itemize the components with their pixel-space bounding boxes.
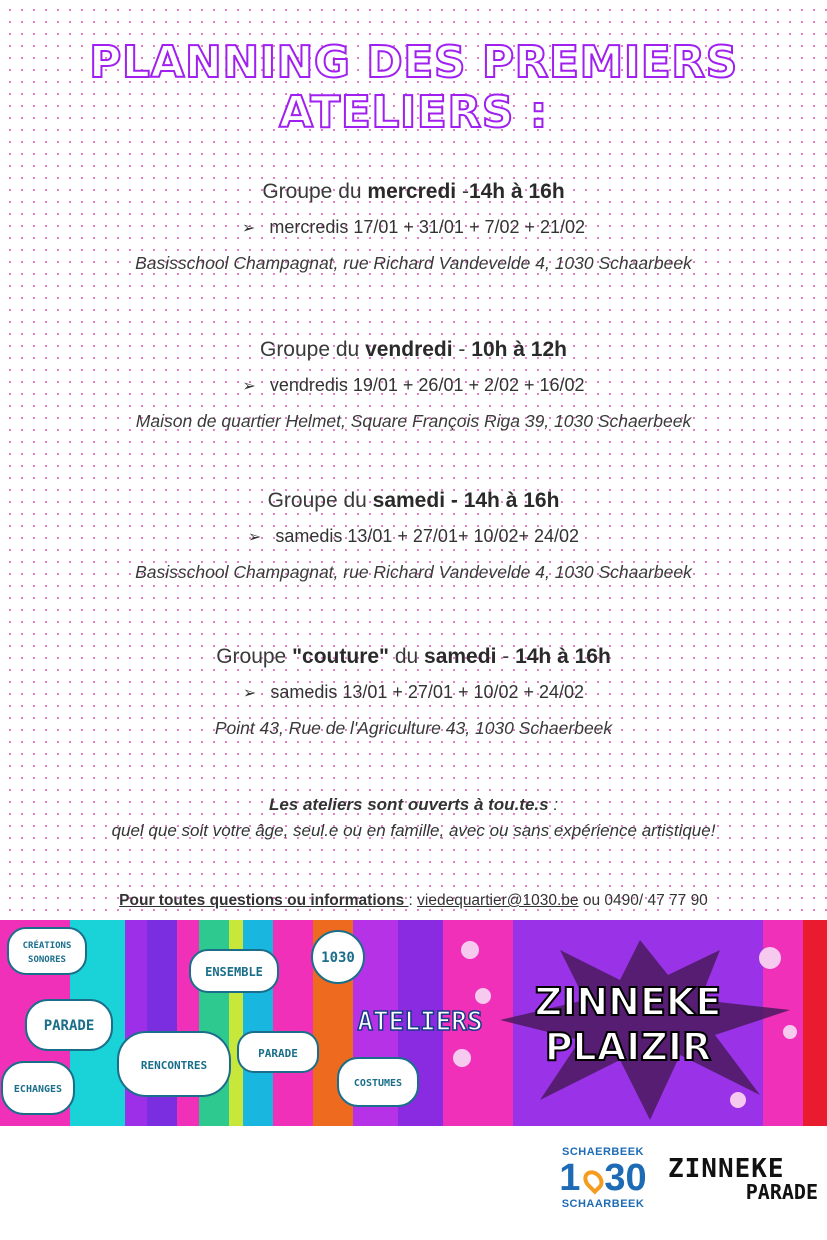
arrow-bullet-icon: ➢ [242,685,257,702]
brand-zinneke: ZINNEKE [534,980,722,1024]
bubble-rencontres: RENCONTRES [140,1059,208,1072]
bubble-costumes: COSTUMES [353,1078,403,1089]
group-couture [0,643,827,741]
bubble-sonores: SONORES [28,955,66,965]
group-place: Basisschool Champagnat, rue Richard Vandevelde 4, 1030 Schaarbeek [135,253,692,273]
arrow-bullet-icon: ➢ [242,378,256,395]
bubble-parade-2: PARADE [258,1047,298,1060]
zinneke-banner [0,920,827,1126]
page-title [0,38,827,138]
arrow-bullet-icon: ➢ [247,529,262,546]
bubble-parade-1: PARADE [43,1018,95,1034]
group-header: Groupe du vendredi - 10h à 12h [259,338,567,361]
title-line-2: ATELIERS : [279,87,548,138]
group-header: Groupe "couture" du samedi - 14h à 16h [216,645,611,668]
group-samedi [0,487,827,585]
open-notice: Les ateliers sont ouverts à tou.te.s : quel que soit votre âge, seul.e ou en famille, avec ou sans expérience artistique! [111,795,716,840]
group-place: Basisschool Champagnat, rue Richard Vandevelde 4, 1030 Schaarbeek [135,562,692,582]
schaerbeek-logo: SCHAERBEEK 1 30 SCHAARBEEK [559,1146,647,1210]
phone-number: 0490/ 47 77 90 [604,892,708,909]
banner-artwork [0,920,827,1126]
group-mercredi [0,178,827,276]
group-dates: ➢ mercredis 17/01 + 31/01 + 7/02 + 21/02 [241,217,586,237]
brand-plaizir: PLAIZIR [544,1025,712,1069]
footer [0,1126,827,1240]
bubble-ensemble: ENSEMBLE [205,965,263,979]
group-dates: ➢ samedis 13/01 + 27/01 + 10/02 + 24/02 [242,682,585,702]
group-dates: ➢ vendredis 19/01 + 26/01 + 2/02 + 16/02 [242,375,585,395]
title-line-1: PLANNING DES PREMIERS [89,37,738,88]
group-header: Groupe du samedi - 14h à 16h [267,489,560,512]
group-place: Maison de quartier Helmet, Square François Riga 39, 1030 Schaerbeek [135,411,692,431]
email-link[interactable]: viedequartier@1030.be [417,892,579,909]
group-dates: ➢ samedis 13/01 + 27/01+ 10/02+ 24/02 [247,526,580,546]
group-place: Point 43, Rue de l'Agriculture 43, 1030 Schaerbeek [214,718,613,738]
bubble-ateliers: ATELIERS [357,1007,483,1037]
zinneke-parade-logo: ZINNEKE PARADE [668,1154,818,1204]
bubble-creations: CRÉATIONS [22,941,72,951]
contact-line: Pour toutes questions ou informations : viedequartier@1030.be ou 0490/ 47 77 90 [119,892,708,909]
bubble-echanges: ECHANGES [13,1084,63,1095]
contact-label: Pour toutes questions ou informations [119,892,409,909]
group-vendredi [0,336,827,434]
bubble-1030: 1030 [321,950,355,966]
arrow-bullet-icon: ➢ [241,220,256,237]
group-header: Groupe du mercredi -14h à 16h [262,180,565,203]
